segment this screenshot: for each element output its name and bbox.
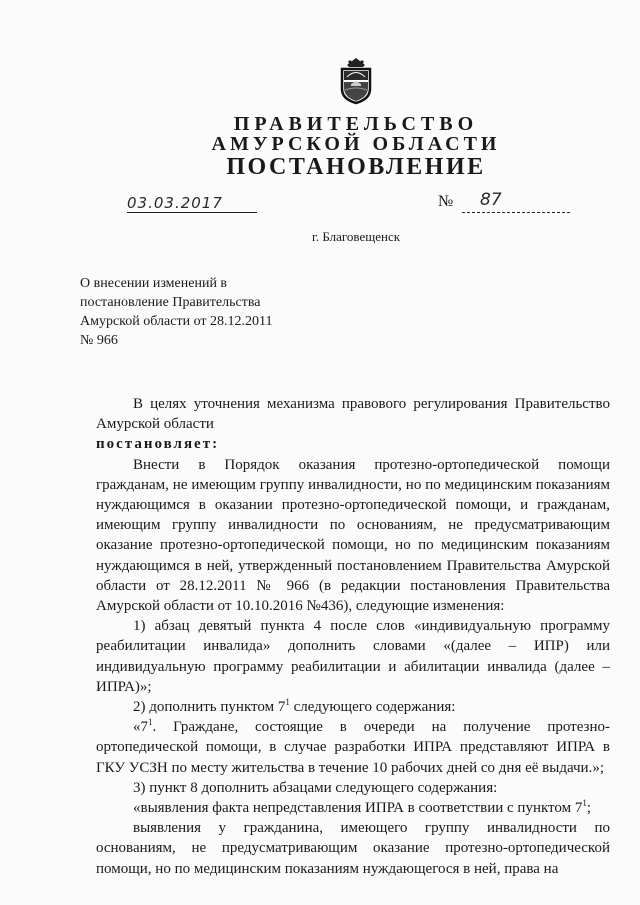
date-underline (127, 212, 257, 213)
item-3-clause-a (96, 798, 610, 818)
item-2-quote-text-end: . Граждане, состоящие в очереди на получение протезно-ортопедической помощи, в случае разработки ИПРА представляют ИПРА в ГКУ УСЗН по месту жительства в течение 10 рабочих дней со дня её выдачи.»; (96, 719, 610, 776)
intro-paragraph: Внести в Порядок оказания протезно-ортопедической помощи гражданам, не имеющим группу инвалидности, но по медицинским показаниям нуждающимся в оказании протезно-ортопедической помощи, и гражданам, имеющим группу инвалидности по основаниям, не предусматривающим оказание протезно-ортопедической помощи, но по медицинским показаниям нуждающимся в ней, утвержденный постановлением Правительства Амурской области от 28.12.2011 № 966 (в редакции постановления Правительства Амурской области от 10.10.2016 №436), следующие изменения: (96, 456, 610, 615)
clause-a-text: «выявления факта непредставления ИПРА в соответствии с пунктом 7 (133, 800, 583, 817)
item-2-text: 2) дополнить пунктом 7 (133, 699, 286, 716)
item-2-quote-paragraph (96, 717, 610, 778)
item-2-text-end: следующего содержания: (289, 699, 456, 716)
city-label: г. Благовещенск (311, 229, 401, 244)
item-3-clause-b: выявления у гражданина, имеющего группу инвалидности по основаниям, не предусматривающим оказание протезно-ортопедической помощи, но по медицинским показаниям нуждающегося в ней, права на (96, 820, 610, 877)
superscript: 1 (285, 697, 290, 708)
coat-of-arms-icon (334, 55, 378, 105)
superscript: 1 (582, 798, 587, 809)
subject-line: № 966 (80, 333, 118, 348)
item-3-paragraph: 3) пункт 8 дополнить абзацами следующего содержания: (133, 779, 498, 796)
subject-line: постановление Правительства (80, 295, 261, 310)
subject-line: О внесении изменений в (80, 276, 228, 291)
preamble-paragraph: В целях уточнения механизма правового регулирования Правительство Амурской области (96, 396, 610, 433)
clause-a-text-end: ; (586, 800, 592, 817)
region-title: АМУРСКОЙ ОБЛАСТИ (211, 133, 501, 155)
superscript: 1 (148, 717, 153, 728)
resolves-heading: постановляет: (96, 436, 220, 453)
item-2-quote-text: «7 (133, 719, 148, 736)
government-title: ПРАВИТЕЛЬСТВО (233, 113, 479, 135)
item-2-paragraph (96, 697, 610, 717)
document-body (96, 394, 610, 879)
document-date: 03.03.2017 (127, 194, 223, 212)
document-number: 87 (480, 190, 502, 210)
number-underline (462, 212, 570, 213)
number-sign: № (438, 193, 454, 210)
document-subject (80, 274, 272, 350)
item-1-paragraph: 1) абзац девятый пункта 4 после слов «индивидуальную программу реабилитации инвалида» дополнить словами «(далее – ИПР) или индивидуальную программу реабилитации и абилитации инвалида (далее – ИПРА)»; (96, 618, 610, 695)
document-type-title: ПОСТАНОВЛЕНИЕ (226, 154, 486, 180)
subject-line: Амурской области от 28.12.2011 (80, 314, 273, 329)
